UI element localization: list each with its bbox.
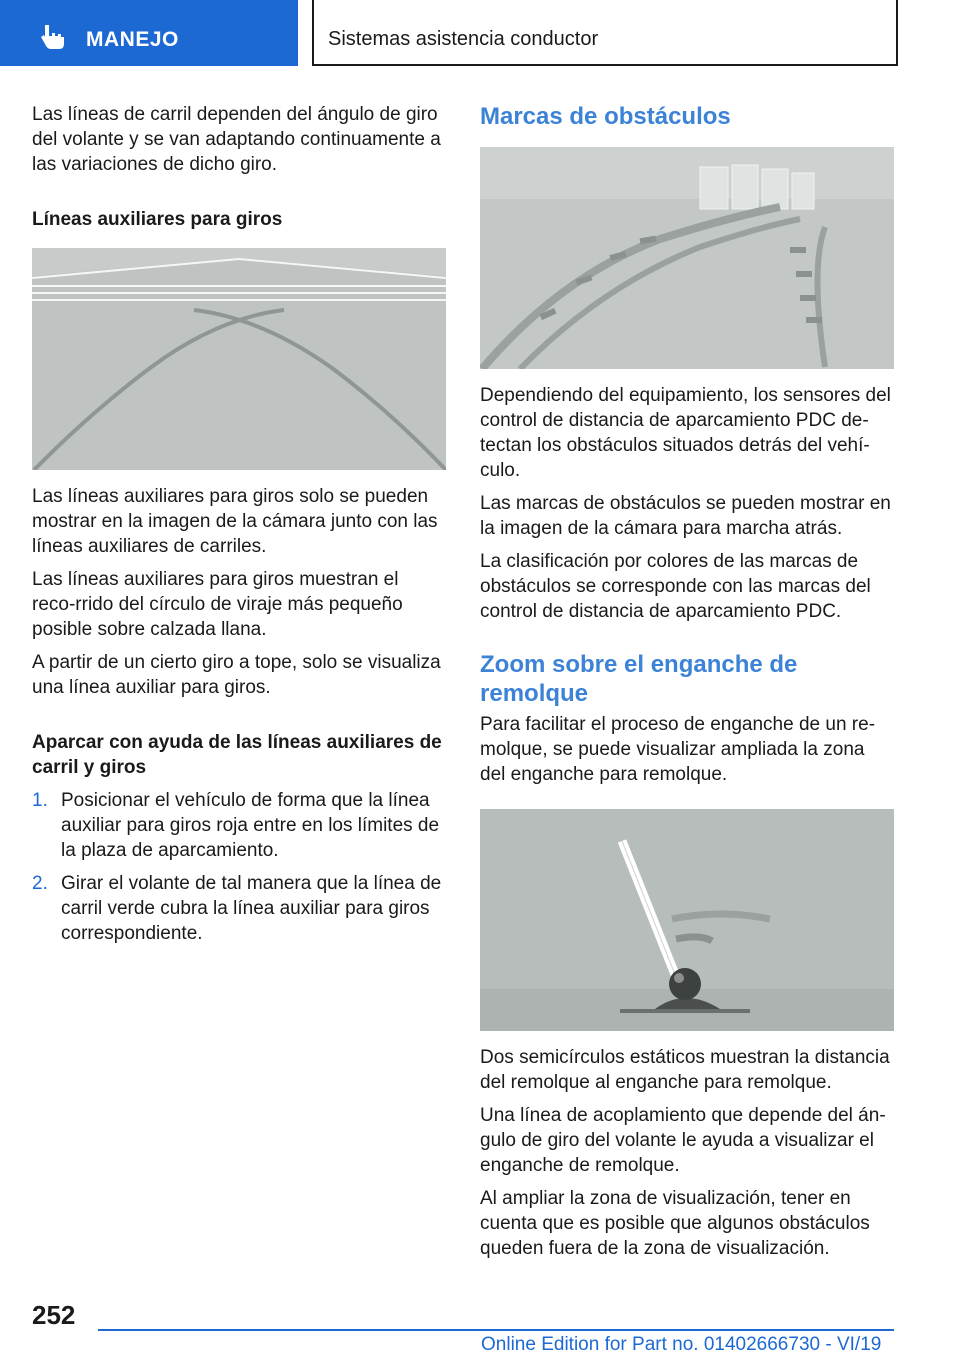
obstacles-paragraph-1: Dependiendo del equipamiento, los sensores del control de distancia de aparcamiento PDC de‐tectan los obstáculos situados detrás del vehí‐culo.: [480, 385, 891, 481]
hand-pointer-icon: [38, 22, 68, 50]
edition-footer: Online Edition for Part no. 01402666730 - VI/19: [481, 1334, 882, 1355]
step-text: Posicionar el vehículo de forma que la línea auxiliar para giros roja entre en los límites de la plaza de aparcamiento.: [61, 790, 440, 861]
step-text: Girar el volante de tal manera que la línea de carril verde cubra la línea auxiliar para giros correspondiente.: [61, 873, 442, 944]
page-number: 252: [32, 1300, 76, 1330]
list-item: [32, 871, 446, 946]
zoom-paragraph-1: Para facilitar el proceso de enganche de un re‐molque, se puede visualizar ampliada la zona del enganche para remolque.: [480, 714, 876, 785]
zoom-paragraph-3: Una línea de acoplamiento que depende del án‐gulo de giro del volante le ayuda a visualizar el enganche de remolque.: [480, 1105, 886, 1176]
footer-divider: [98, 1329, 894, 1331]
trailer-hitch-illustration: [480, 809, 894, 1031]
parking-steps: [32, 788, 446, 946]
right-column: [480, 102, 894, 1269]
section-tab[interactable]: [0, 0, 298, 66]
turn-lines-paragraph-2: Las líneas auxiliares para giros muestran el reco‐rrido del círculo de viraje más pequeño posible sobre calzada llana.: [32, 569, 403, 640]
section-title: MANEJO: [86, 28, 179, 51]
zoom-paragraph-4: Al ampliar la zona de visualización, tener en cuenta que es posible que algunos obstáculos queden fuera de la zona de visualización.: [480, 1188, 870, 1259]
step-number: 1.: [32, 790, 48, 811]
obstacles-paragraph-3: La clasificación por colores de las marcas de obstáculos se corresponde con las marcas del control de distancia de aparcamiento PDC.: [480, 551, 871, 622]
step-number: 2.: [32, 873, 48, 894]
turn-lines-paragraph-1: Las líneas auxiliares para giros solo se pueden mostrar en la imagen de la cámara junto con las líneas auxiliares de carriles.: [32, 486, 438, 557]
left-column: [32, 102, 446, 954]
zoom-paragraph-2: Dos semicírculos estáticos muestran la distancia del remolque al enganche para remolque.: [480, 1047, 890, 1093]
obstacle-marks-illustration: [480, 147, 894, 369]
turn-lines-heading: Líneas auxiliares para giros: [32, 209, 283, 230]
chapter-header: [312, 0, 898, 66]
turn-lines-paragraph-3: A partir de un cierto giro a tope, solo se visualiza una línea auxiliar para giros.: [32, 652, 441, 698]
turn-lines-illustration: [32, 248, 446, 470]
zoom-heading: Zoom sobre el enganche de remolque: [480, 651, 798, 707]
intro-paragraph: Las líneas de carril dependen del ángulo de giro del volante y se van adaptando continuamente a las variaciones de dicho giro.: [32, 104, 441, 175]
parking-heading: Aparcar con ayuda de las líneas auxiliares de carril y giros: [32, 732, 442, 778]
chapter-title: Sistemas asistencia conductor: [328, 28, 599, 50]
obstacles-paragraph-2: Las marcas de obstáculos se pueden mostrar en la imagen de la cámara para marcha atrás.: [480, 493, 891, 539]
list-item: [32, 788, 446, 863]
obstacles-heading: Marcas de obstáculos: [480, 103, 731, 130]
